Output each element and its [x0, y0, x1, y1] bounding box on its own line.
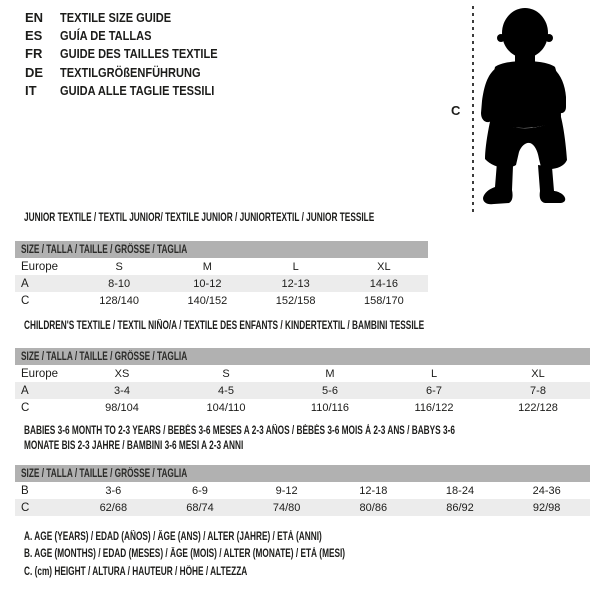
table-cell: 122/128: [518, 401, 558, 414]
language-row: [25, 63, 245, 81]
table-title: [24, 424, 590, 465]
table-title: [24, 211, 428, 241]
language-list: [25, 8, 245, 100]
table-cell: 128/140: [99, 294, 139, 307]
table-row: [15, 292, 428, 309]
table-cell: 14-16: [369, 277, 398, 290]
row-label: C: [21, 401, 30, 414]
legend-line-a-text: A. AGE (YEARS) / EDAD (AÑOS) / ÂGE (ANS) / ALTER (JAHRE) / ETÀ (ANNI): [24, 531, 322, 543]
table-cell: 74/80: [272, 501, 301, 514]
table-row: [15, 382, 590, 399]
table-cell: 116/122: [414, 401, 454, 414]
babies-textile-section: [15, 424, 590, 516]
children-textile-section: [15, 319, 590, 416]
language-code: ES: [25, 28, 43, 44]
table-cell: 10-12: [193, 277, 222, 290]
table-cell: 24-36: [532, 484, 561, 497]
children-size-table: [15, 348, 590, 416]
language-label: GUIDE DES TAILLES TEXTILE: [60, 46, 218, 62]
table-cell: 80/86: [359, 501, 388, 514]
table-cell: S: [222, 367, 230, 380]
table-title-text: CHILDREN'S TEXTILE / TEXTIL NIÑO/A / TEXTILE DES ENFANTS / KINDERTEXTIL / BAMBINI TESSILE: [24, 320, 425, 332]
table-cell: 9-12: [275, 484, 298, 497]
language-label: GUIDA ALLE TAGLIE TESSILI: [60, 83, 215, 99]
row-label: Europe: [21, 367, 59, 380]
table-row: [15, 258, 428, 275]
legend-line-c: [24, 566, 470, 583]
language-code: IT: [25, 83, 37, 99]
table-cell: 6-7: [426, 384, 442, 397]
language-row: [25, 82, 245, 100]
table-row: [15, 365, 590, 382]
language-row: [25, 45, 245, 63]
size-header-label: SIZE / TALLA / TAILLE / GRÖSSE / TAGLIA: [21, 467, 188, 480]
size-header-label: SIZE / TALLA / TAILLE / GRÖSSE / TAGLIA: [21, 243, 188, 256]
table-cell: L: [430, 367, 438, 380]
table-row: [15, 499, 590, 516]
legend-line-b-text: B. AGE (MONTHS) / EDAD (MESES) / ÂGE (MOIS) / ALTER (MONATE) / ETÀ (MESI): [24, 548, 346, 561]
table-cell: 62/68: [99, 501, 128, 514]
legend-line-a: [24, 531, 470, 548]
baby-silhouette: [481, 7, 569, 205]
size-header-bar: [15, 348, 590, 365]
language-code: EN: [25, 9, 44, 25]
table-cell: M: [325, 367, 335, 380]
row-label: C: [21, 294, 30, 307]
language-row: [25, 8, 245, 26]
language-label: TEXTILGRÖßENFÜHRUNG: [60, 64, 201, 80]
table-title-text: JUNIOR TEXTILE / TEXTIL JUNIOR/ TEXTILE JUNIOR / JUNIORTEXTIL / JUNIOR TESSILE: [24, 212, 375, 224]
table-cell: 8-10: [108, 277, 131, 290]
babies-size-table: [15, 465, 590, 516]
table-row: [15, 482, 590, 499]
row-label: B: [21, 484, 29, 497]
table-title-text: BABIES 3-6 MONTH TO 2-3 YEARS / BEBÉS 3-6 MESES A 2-3 AÑOS / BÉBÉS 3-6 MOIS À 2-3 ANS / BABYS 3-6 MONATE BIS 2-3 JAHRE / BAMBINI 3-6 MESI A 2-3 ANNI: [24, 425, 455, 452]
size-header-bar: [15, 465, 590, 482]
table-row: [15, 399, 590, 416]
language-label: GUÍA DE TALLAS: [60, 28, 152, 44]
height-dashed-line: [472, 6, 474, 213]
row-label: Europe: [21, 260, 59, 273]
table-cell: 12-13: [281, 277, 310, 290]
table-cell: XL: [531, 367, 545, 380]
table-cell: 140/152: [187, 294, 228, 307]
table-cell: 110/116: [310, 401, 350, 414]
row-label: C: [21, 501, 30, 514]
table-cell: 5-6: [322, 384, 338, 397]
language-code: DE: [25, 64, 44, 80]
table-title: [24, 319, 590, 348]
table-cell: 6-9: [192, 484, 208, 497]
table-cell: 3-4: [114, 384, 130, 397]
size-header-label: SIZE / TALLA / TAILLE / GRÖSSE / TAGLIA: [21, 350, 188, 363]
table-cell: XS: [114, 367, 130, 380]
language-label: TEXTILE SIZE GUIDE: [60, 9, 172, 25]
table-cell: 92/98: [532, 501, 561, 514]
table-cell: 7-8: [530, 384, 546, 397]
table-cell: 12-18: [359, 484, 388, 497]
table-cell: L: [292, 260, 299, 273]
table-row: [15, 275, 428, 292]
table-cell: 158/170: [363, 294, 404, 307]
legend-line-c-text: C. (cm) HEIGHT / ALTURA / HAUTEUR / HÖHE / ALTEZZA: [24, 565, 248, 578]
table-cell: 18-24: [445, 484, 475, 497]
language-code: FR: [25, 46, 43, 62]
height-measure-label: C: [451, 103, 461, 118]
table-cell: S: [115, 260, 123, 273]
measurement-legend: [24, 531, 470, 583]
table-cell: 3-6: [105, 484, 122, 497]
table-cell: 68/74: [186, 501, 214, 514]
language-row: [25, 26, 245, 44]
row-label: A: [21, 384, 29, 397]
table-cell: 4-5: [218, 384, 234, 397]
legend-line-b: [24, 548, 470, 565]
junior-textile-section: [15, 211, 428, 309]
table-cell: 98/104: [105, 401, 139, 414]
size-header-bar: [15, 241, 428, 258]
junior-size-table: [15, 241, 428, 309]
table-cell: 152/158: [275, 294, 316, 307]
table-cell: 86/92: [446, 501, 474, 514]
row-label: A: [21, 277, 29, 290]
table-cell: XL: [377, 260, 391, 273]
table-cell: M: [202, 260, 212, 273]
table-cell: 104/110: [206, 401, 246, 414]
